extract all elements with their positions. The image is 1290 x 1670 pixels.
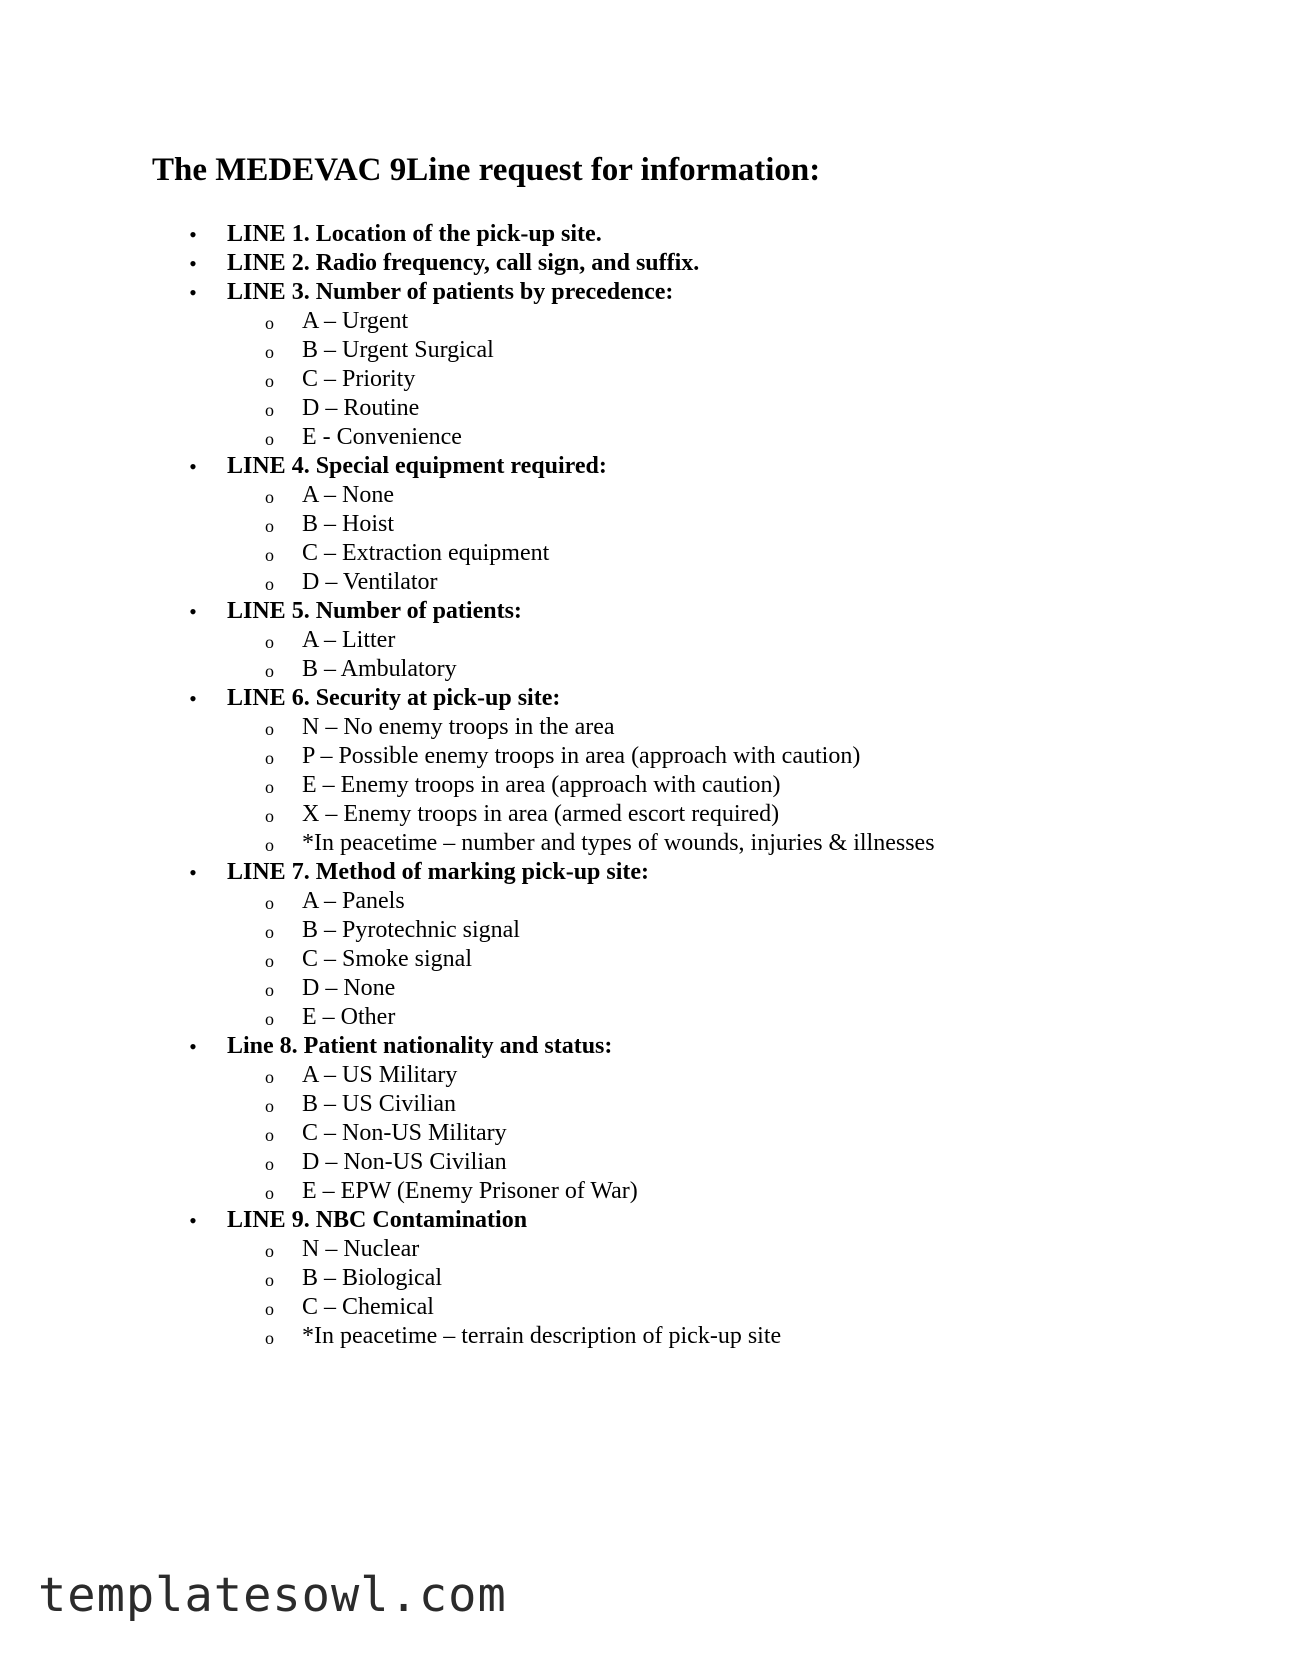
bullet-icon: • xyxy=(189,280,197,305)
circle-bullet-icon: o xyxy=(265,1270,274,1290)
option-label: C – Smoke signal xyxy=(302,946,473,972)
option-label: E - Convenience xyxy=(302,424,462,450)
circle-bullet-icon: o xyxy=(265,1154,274,1174)
bullet-icon: • xyxy=(189,454,197,479)
option-label: D – Routine xyxy=(302,395,420,421)
option-label: B – Ambulatory xyxy=(302,656,457,682)
line-label: LINE 1. Location of the pick-up site. xyxy=(227,221,602,247)
option-label: E – Other xyxy=(302,1004,396,1030)
circle-bullet-icon: o xyxy=(265,893,274,913)
option-label: D – None xyxy=(302,975,396,1001)
circle-bullet-icon: o xyxy=(265,1067,274,1087)
option-label: C – Priority xyxy=(302,366,416,392)
circle-bullet-icon: o xyxy=(265,632,274,652)
circle-bullet-icon: o xyxy=(265,748,274,768)
option-label: A – US Military xyxy=(302,1062,458,1088)
option-label: E – Enemy troops in area (approach with caution) xyxy=(302,772,781,798)
option-label: X – Enemy troops in area (armed escort required) xyxy=(302,801,780,827)
option-label: B – Pyrotechnic signal xyxy=(302,917,520,943)
option-label: A – None xyxy=(302,482,394,508)
circle-bullet-icon: o xyxy=(265,1299,274,1319)
circle-bullet-icon: o xyxy=(265,516,274,536)
line-label: LINE 3. Number of patients by precedence: xyxy=(227,279,674,305)
circle-bullet-icon: o xyxy=(265,313,274,333)
bullet-icon: • xyxy=(189,686,197,711)
option-label: N – No enemy troops in the area xyxy=(302,714,615,740)
option-label: B – Biological xyxy=(302,1265,442,1291)
circle-bullet-icon: o xyxy=(265,1125,274,1145)
line-label: LINE 7. Method of marking pick-up site: xyxy=(227,859,650,885)
circle-bullet-icon: o xyxy=(265,777,274,797)
line-label: Line 8. Patient nationality and status: xyxy=(227,1033,613,1059)
circle-bullet-icon: o xyxy=(265,835,274,855)
circle-bullet-icon: o xyxy=(265,922,274,942)
option-label: A – Panels xyxy=(302,888,405,914)
circle-bullet-icon: o xyxy=(265,574,274,594)
circle-bullet-icon: o xyxy=(265,1241,274,1261)
circle-bullet-icon: o xyxy=(265,429,274,449)
bullet-icon: • xyxy=(189,599,197,624)
circle-bullet-icon: o xyxy=(265,806,274,826)
watermark: templatesowl.com xyxy=(38,1568,507,1623)
bullet-icon: • xyxy=(189,222,197,247)
line-label: LINE 4. Special equipment required: xyxy=(227,453,607,479)
circle-bullet-icon: o xyxy=(265,487,274,507)
option-label: C – Non-US Military xyxy=(302,1120,507,1146)
option-label: A – Urgent xyxy=(302,308,409,334)
circle-bullet-icon: o xyxy=(265,400,274,420)
option-label: B – Hoist xyxy=(302,511,395,537)
circle-bullet-icon: o xyxy=(265,1183,274,1203)
circle-bullet-icon: o xyxy=(265,1328,274,1348)
option-label: C – Extraction equipment xyxy=(302,540,550,566)
line-label: LINE 9. NBC Contamination xyxy=(227,1207,528,1233)
option-label: B – Urgent Surgical xyxy=(302,337,494,363)
option-label: D – Non-US Civilian xyxy=(302,1149,507,1175)
circle-bullet-icon: o xyxy=(265,545,274,565)
circle-bullet-icon: o xyxy=(265,980,274,1000)
circle-bullet-icon: o xyxy=(265,371,274,391)
circle-bullet-icon: o xyxy=(265,951,274,971)
option-label: E – EPW (Enemy Prisoner of War) xyxy=(302,1178,638,1204)
option-label: B – US Civilian xyxy=(302,1091,457,1117)
option-label: C – Chemical xyxy=(302,1294,434,1320)
line-label: LINE 6. Security at pick-up site: xyxy=(227,685,561,711)
bullet-icon: • xyxy=(189,860,197,885)
line-label: LINE 2. Radio frequency, call sign, and suffix. xyxy=(227,250,700,276)
option-label: D – Ventilator xyxy=(302,569,438,595)
bullet-icon: • xyxy=(189,1034,197,1059)
circle-bullet-icon: o xyxy=(265,661,274,681)
line-label: LINE 5. Number of patients: xyxy=(227,598,522,624)
bullet-icon: • xyxy=(189,251,197,276)
circle-bullet-icon: o xyxy=(265,1009,274,1029)
option-label: A – Litter xyxy=(302,627,396,653)
option-label: P – Possible enemy troops in area (approach with caution) xyxy=(302,743,861,769)
option-label: *In peacetime – number and types of wounds, injuries & illnesses xyxy=(302,830,935,856)
option-label: *In peacetime – terrain description of pick-up site xyxy=(302,1323,782,1349)
bullet-icon: • xyxy=(189,1208,197,1233)
page-title: The MEDEVAC 9Line request for information: xyxy=(152,152,821,188)
circle-bullet-icon: o xyxy=(265,342,274,362)
circle-bullet-icon: o xyxy=(265,1096,274,1116)
circle-bullet-icon: o xyxy=(265,719,274,739)
option-label: N – Nuclear xyxy=(302,1236,420,1262)
